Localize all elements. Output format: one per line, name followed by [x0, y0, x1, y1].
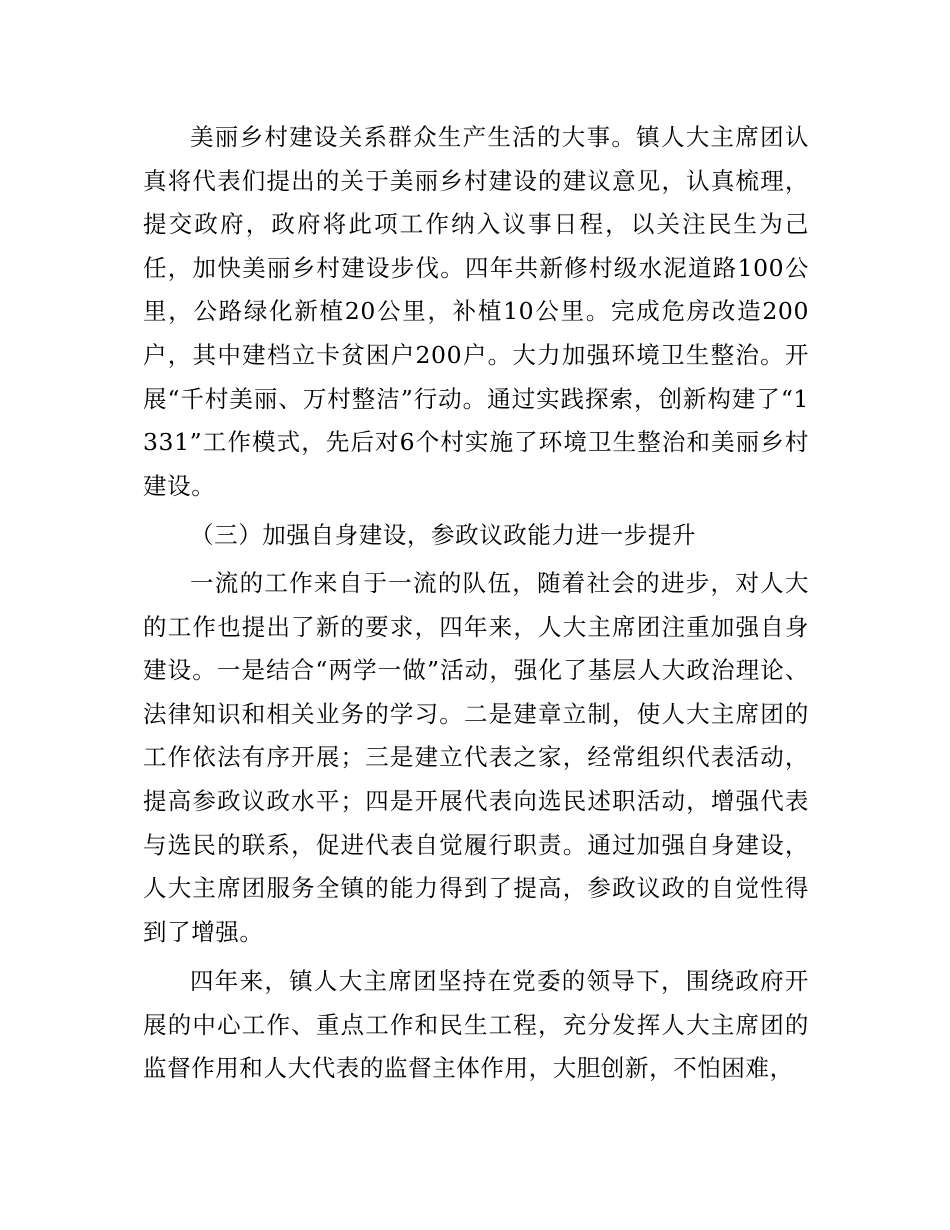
body-paragraph: 四年来，镇人大主席团坚持在党委的领导下，围绕政府开展的中心工作、重点工作和民生工程，充分发挥人大主席团的监督作用和人大代表的监督主体作用，大胆创新，不怕困难，: [143, 967, 809, 1083]
body-paragraph: 美丽乡村建设关系群众生产生活的大事。镇人大主席团认真将代表们提出的关于美丽乡村建设的建议意见，认真梳理，提交政府，政府将此项工作纳入议事日程，以关注民生为己任，加快美丽乡村建设步伐。四年共新修村级水泥道路100公里，公路绿化新植20公里，补植10公里。完成危房改造200户，其中建档立卡贫困户200户。大力加强环境卫生整治。开展“千村美丽、万村整洁”行动。通过实践探索，创新构建了“1331”工作模式，先后对6个村实施了环境卫生整治和美丽乡村建设。: [143, 123, 809, 500]
section-heading: （三）加强自身建设，参政议政能力进一步提升: [190, 521, 697, 550]
document-page: [143, 116, 809, 1091]
body-paragraph: 一流的工作来自于一流的队伍，随着社会的进步，对人大的工作也提出了新的要求，四年来，人大主席团注重加强自身建设。一是结合“两学一做”活动，强化了基层人大政治理论、法律知识和相关业务的学习。二是建章立制，使人大主席团的工作依法有序开展；三是建立代表之家，经常组织代表活动，提高参政议政水平；四是开展代表向选民述职活动，增强代表与选民的联系，促进代表自觉履行职责。通过加强自身建设，人大主席团服务全镇的能力得到了提高，参政议政的自觉性得到了增强。: [143, 568, 809, 946]
